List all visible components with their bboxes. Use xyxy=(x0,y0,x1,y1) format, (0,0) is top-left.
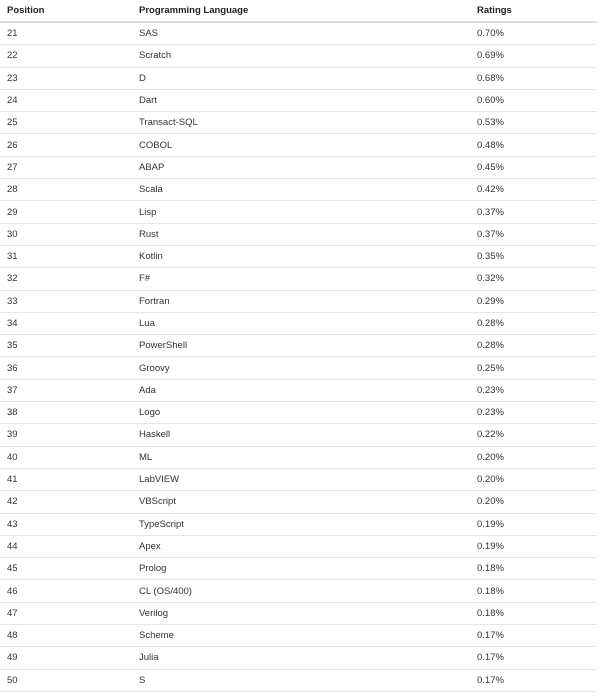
position-cell: 30 xyxy=(0,223,132,245)
language-cell: PowerShell xyxy=(132,335,470,357)
table-body xyxy=(0,22,597,691)
table-row xyxy=(0,580,597,602)
language-cell: Julia xyxy=(132,647,470,669)
position-cell: 40 xyxy=(0,446,132,468)
rating-cell: 0.45% xyxy=(470,156,597,178)
rating-cell: 0.20% xyxy=(470,446,597,468)
rating-cell: 0.28% xyxy=(470,335,597,357)
language-cell: Ada xyxy=(132,379,470,401)
rating-cell: 0.17% xyxy=(470,647,597,669)
language-column-header: Programming Language xyxy=(132,0,470,22)
rating-cell: 0.37% xyxy=(470,223,597,245)
table-row xyxy=(0,45,597,67)
position-cell: 42 xyxy=(0,491,132,513)
position-cell: 46 xyxy=(0,580,132,602)
table-row xyxy=(0,223,597,245)
position-cell: 21 xyxy=(0,22,132,45)
rating-cell: 0.18% xyxy=(470,558,597,580)
table-row xyxy=(0,468,597,490)
language-cell: F# xyxy=(132,268,470,290)
position-column-header: Position xyxy=(0,0,132,22)
language-cell: Lisp xyxy=(132,201,470,223)
rating-cell: 0.23% xyxy=(470,379,597,401)
language-cell: Scratch xyxy=(132,45,470,67)
table-row xyxy=(0,201,597,223)
position-cell: 43 xyxy=(0,513,132,535)
rating-cell: 0.42% xyxy=(470,179,597,201)
language-cell: D xyxy=(132,67,470,89)
position-cell: 38 xyxy=(0,402,132,424)
position-cell: 34 xyxy=(0,312,132,334)
rating-cell: 0.48% xyxy=(470,134,597,156)
rating-cell: 0.17% xyxy=(470,669,597,691)
language-cell: TypeScript xyxy=(132,513,470,535)
position-cell: 39 xyxy=(0,424,132,446)
rating-cell: 0.20% xyxy=(470,491,597,513)
language-cell: Kotlin xyxy=(132,245,470,267)
rating-cell: 0.32% xyxy=(470,268,597,290)
table-header xyxy=(0,0,597,22)
position-cell: 26 xyxy=(0,134,132,156)
language-cell: S xyxy=(132,669,470,691)
rating-cell: 0.28% xyxy=(470,312,597,334)
position-cell: 27 xyxy=(0,156,132,178)
table-row xyxy=(0,357,597,379)
rating-cell: 0.18% xyxy=(470,580,597,602)
rating-cell: 0.60% xyxy=(470,89,597,111)
rating-cell: 0.35% xyxy=(470,245,597,267)
table-row xyxy=(0,89,597,111)
table-row xyxy=(0,290,597,312)
rating-cell: 0.19% xyxy=(470,535,597,557)
position-cell: 45 xyxy=(0,558,132,580)
position-cell: 29 xyxy=(0,201,132,223)
rating-cell: 0.70% xyxy=(470,22,597,45)
table-row xyxy=(0,625,597,647)
position-cell: 22 xyxy=(0,45,132,67)
rating-cell: 0.69% xyxy=(470,45,597,67)
rating-cell: 0.17% xyxy=(470,625,597,647)
position-cell: 41 xyxy=(0,468,132,490)
language-cell: Haskell xyxy=(132,424,470,446)
header-row xyxy=(0,0,597,22)
rating-cell: 0.68% xyxy=(470,67,597,89)
rating-cell: 0.53% xyxy=(470,112,597,134)
rating-cell: 0.20% xyxy=(470,468,597,490)
ratings-column-header: Ratings xyxy=(470,0,597,22)
table-row xyxy=(0,647,597,669)
language-cell: COBOL xyxy=(132,134,470,156)
position-cell: 24 xyxy=(0,89,132,111)
position-cell: 32 xyxy=(0,268,132,290)
table-row xyxy=(0,179,597,201)
table-row xyxy=(0,67,597,89)
table-row xyxy=(0,112,597,134)
language-cell: SAS xyxy=(132,22,470,45)
table-row xyxy=(0,402,597,424)
table-row xyxy=(0,491,597,513)
language-cell: Fortran xyxy=(132,290,470,312)
position-cell: 47 xyxy=(0,602,132,624)
language-cell: ABAP xyxy=(132,156,470,178)
rating-cell: 0.19% xyxy=(470,513,597,535)
language-cell: Dart xyxy=(132,89,470,111)
table-row xyxy=(0,312,597,334)
table-row xyxy=(0,22,597,45)
language-cell: Lua xyxy=(132,312,470,334)
rating-cell: 0.37% xyxy=(470,201,597,223)
language-cell: Scala xyxy=(132,179,470,201)
language-cell: Transact-SQL xyxy=(132,112,470,134)
table-row xyxy=(0,558,597,580)
table-row xyxy=(0,268,597,290)
position-cell: 36 xyxy=(0,357,132,379)
position-cell: 35 xyxy=(0,335,132,357)
table-row xyxy=(0,669,597,691)
position-cell: 33 xyxy=(0,290,132,312)
position-cell: 28 xyxy=(0,179,132,201)
rating-cell: 0.23% xyxy=(470,402,597,424)
language-cell: LabVIEW xyxy=(132,468,470,490)
position-cell: 49 xyxy=(0,647,132,669)
language-cell: Groovy xyxy=(132,357,470,379)
language-cell: Logo xyxy=(132,402,470,424)
table-row xyxy=(0,335,597,357)
position-cell: 31 xyxy=(0,245,132,267)
language-cell: VBScript xyxy=(132,491,470,513)
table-row xyxy=(0,245,597,267)
table-row xyxy=(0,379,597,401)
position-cell: 48 xyxy=(0,625,132,647)
language-cell: CL (OS/400) xyxy=(132,580,470,602)
language-cell: Rust xyxy=(132,223,470,245)
rating-cell: 0.18% xyxy=(470,602,597,624)
language-cell: Apex xyxy=(132,535,470,557)
position-cell: 23 xyxy=(0,67,132,89)
table-row xyxy=(0,535,597,557)
position-cell: 37 xyxy=(0,379,132,401)
position-cell: 25 xyxy=(0,112,132,134)
rating-cell: 0.29% xyxy=(470,290,597,312)
table-row xyxy=(0,602,597,624)
position-cell: 44 xyxy=(0,535,132,557)
position-cell: 50 xyxy=(0,669,132,691)
rating-cell: 0.25% xyxy=(470,357,597,379)
table-row xyxy=(0,134,597,156)
table-row xyxy=(0,446,597,468)
language-cell: ML xyxy=(132,446,470,468)
table-row xyxy=(0,424,597,446)
table-row xyxy=(0,156,597,178)
language-cell: Scheme xyxy=(132,625,470,647)
language-cell: Verilog xyxy=(132,602,470,624)
language-cell: Prolog xyxy=(132,558,470,580)
rating-cell: 0.22% xyxy=(470,424,597,446)
table-row xyxy=(0,513,597,535)
